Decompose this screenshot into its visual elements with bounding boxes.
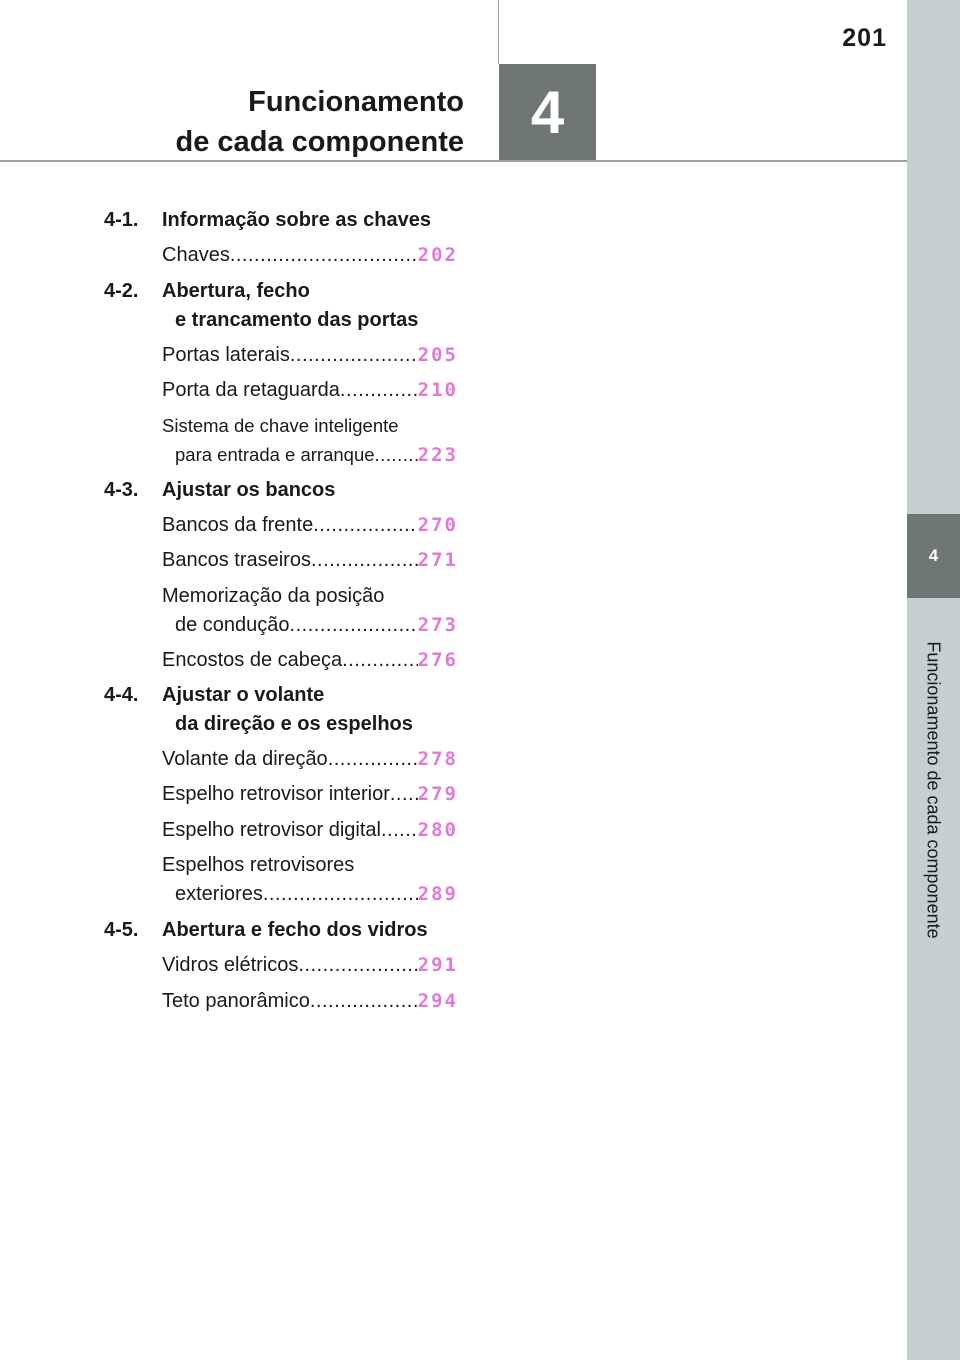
toc-entry-label: para entrada e arranque: [175, 444, 375, 465]
toc-entry[interactable]: [162, 816, 458, 844]
toc-entry-label: Chaves: [162, 244, 230, 266]
section-title: [162, 277, 418, 335]
section-title-line: da direção e os espelhos: [175, 713, 413, 735]
toc-entry[interactable]: [162, 987, 458, 1015]
toc-entry-label: Teto panorâmico: [162, 990, 310, 1012]
toc-entry-label: Espelho retrovisor interior: [162, 783, 390, 805]
toc-entry-page-link[interactable]: 210: [417, 379, 458, 401]
side-tab-chapter-number[interactable]: 4: [907, 514, 960, 598]
toc-entry[interactable]: [162, 646, 458, 674]
toc-entry-label: Encostos de cabeça: [162, 649, 343, 671]
dot-leader: [310, 987, 418, 1015]
section-title-line: Abertura e fecho dos vidros: [162, 919, 428, 941]
toc-entry[interactable]: [162, 511, 458, 539]
dot-leader: [381, 816, 418, 844]
section-title-line: Ajustar os bancos: [162, 479, 336, 501]
section-title: [162, 476, 335, 505]
toc-entry-page-link[interactable]: 294: [417, 990, 458, 1012]
page-number: 201: [842, 24, 887, 52]
toc-entry[interactable]: [162, 411, 458, 470]
toc-entry-label: Sistema de chave inteligente: [162, 415, 399, 436]
dot-leader: [290, 611, 418, 640]
toc-entry[interactable]: [162, 376, 458, 404]
section-title: [162, 681, 413, 739]
toc-entry-page-link[interactable]: 223: [417, 444, 458, 466]
toc-entry-page-link[interactable]: 205: [417, 344, 458, 366]
toc-entry[interactable]: [162, 780, 458, 808]
toc-entry-page-link[interactable]: 202: [417, 244, 458, 266]
toc-entry-page-link[interactable]: 273: [417, 614, 458, 636]
chapter-title-line1: Funcionamento: [248, 86, 464, 118]
toc-entry[interactable]: [162, 582, 458, 640]
toc-entry-label: Memorização da posição: [162, 585, 385, 607]
toc-entry-label: de condução: [175, 614, 290, 636]
toc-entry-page-link[interactable]: 291: [417, 954, 458, 976]
dot-leader: [375, 440, 418, 469]
toc-entry[interactable]: [162, 851, 458, 909]
toc-entry-label: Vidros elétricos: [162, 954, 299, 976]
toc-entry-page-link[interactable]: 280: [417, 819, 458, 841]
toc-entry[interactable]: [162, 745, 458, 773]
toc-entry-page-link[interactable]: 278: [417, 748, 458, 770]
toc-entry[interactable]: [162, 341, 458, 369]
header-divider-vertical: [498, 0, 499, 64]
toc-entry-label: Porta da retaguarda: [162, 379, 340, 401]
dot-leader: [311, 546, 418, 574]
toc-entry-page-link[interactable]: 279: [417, 783, 458, 805]
toc-entry-page-link[interactable]: 289: [417, 883, 458, 905]
dot-leader: [230, 241, 418, 269]
section-title-line: Abertura, fecho: [162, 280, 310, 302]
toc-entry[interactable]: [162, 546, 458, 574]
toc-entry-label: Portas laterais: [162, 344, 290, 366]
toc-entry-label: Bancos traseiros: [162, 549, 311, 571]
toc-entry[interactable]: [162, 241, 458, 269]
section-number: 4-2.: [104, 280, 139, 302]
dot-leader: [328, 745, 418, 773]
section-title: [162, 206, 431, 235]
toc-entry-label: Volante da direção: [162, 748, 328, 770]
section-title: [162, 916, 428, 945]
section-number: 4-3.: [104, 479, 139, 501]
section-number: 4-1.: [104, 209, 139, 231]
toc-entry-page-link[interactable]: 276: [417, 649, 458, 671]
chapter-title-line2: de cada componente: [175, 126, 464, 158]
section-title-line: Informação sobre as chaves: [162, 209, 432, 231]
dot-leader: [342, 646, 418, 674]
section-title-line: Ajustar o volante: [162, 684, 325, 706]
section-number: 4-4.: [104, 684, 139, 706]
toc-entry[interactable]: [162, 951, 458, 979]
dot-leader: [290, 341, 418, 369]
dot-leader: [340, 376, 418, 404]
dot-leader: [313, 511, 417, 539]
toc-entry-label: Espelhos retrovisores: [162, 854, 355, 876]
side-tab-label: Funcionamento de cada componente: [923, 641, 944, 939]
toc-entry-page-link[interactable]: 270: [417, 514, 458, 536]
section-title-line: e trancamento das portas: [175, 309, 419, 331]
toc-entry-page-link[interactable]: 271: [417, 549, 458, 571]
chapter-number-box: 4: [499, 64, 596, 161]
toc-entry-label: exteriores: [175, 883, 263, 905]
chapter-title: [176, 82, 464, 162]
dot-leader: [390, 780, 418, 808]
header-rule: [0, 160, 907, 162]
dot-leader: [263, 880, 418, 909]
section-number: 4-5.: [104, 919, 139, 941]
dot-leader: [298, 951, 417, 979]
toc-entry-label: Bancos da frente: [162, 514, 314, 536]
toc-entry-label: Espelho retrovisor digital: [162, 819, 381, 841]
